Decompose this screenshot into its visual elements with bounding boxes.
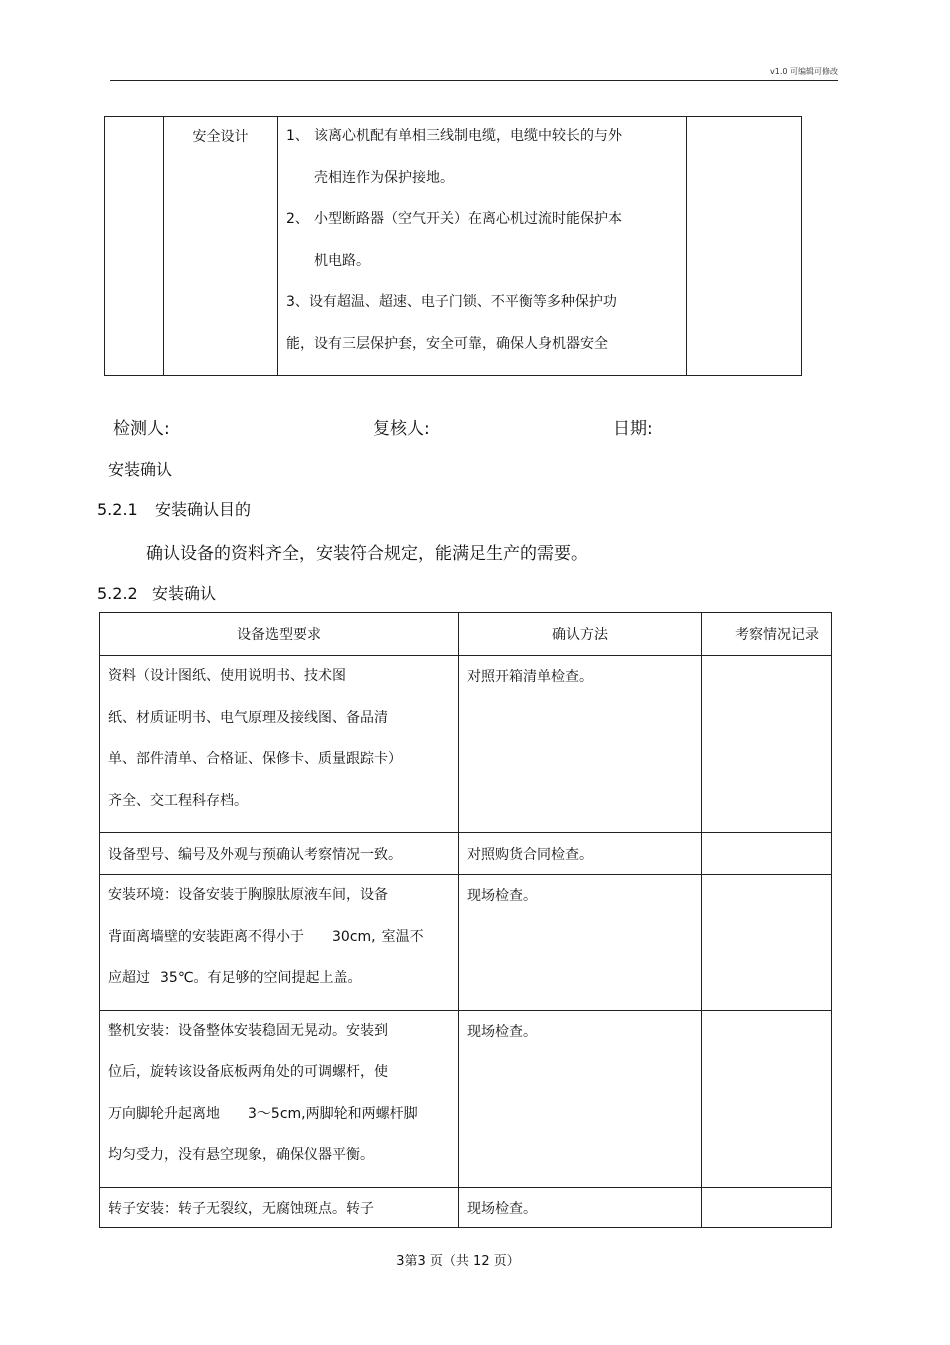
record-cell <box>687 117 802 376</box>
requirement-cell: 设备型号、编号及外观与预确认考察情况一致。 <box>100 833 459 875</box>
requirement-line: 1、 该离心机配有单相三线制电缆，电缆中较长的与外 <box>286 128 622 144</box>
table-row <box>100 1187 832 1227</box>
method-cell: 对照购货合同检查。 <box>459 833 702 875</box>
requirement-line: 能，设有三层保护套，安全可靠，确保人身机器安全 <box>286 335 608 352</box>
date-label: 日期: <box>613 419 653 439</box>
requirement-line: 机电路。 <box>314 252 370 269</box>
installation-table <box>99 612 832 1228</box>
page-footer: 3第3 页（共 12 页） <box>396 1254 520 1269</box>
header-divider <box>110 80 838 81</box>
inspector-label: 检测人: <box>113 419 170 439</box>
table-row <box>100 833 832 875</box>
record-cell <box>702 1010 832 1187</box>
item-label: 安全设计 <box>192 129 249 145</box>
header-record: 考察情况记录 <box>702 613 832 656</box>
method-cell: 对照开箱清单检查。 <box>459 656 702 833</box>
empty-cell <box>105 117 164 376</box>
section-heading-522: 5.2.2 安装确认 <box>97 584 217 603</box>
requirement-cell: 安装环境：设备安装于胸腺肽原液车间，设备 背面离墙壁的安装距离不得小于 30cm, 室温不 应超过 35℃。有足够的空间提起上盖。 <box>100 875 459 1011</box>
record-cell <box>702 833 832 875</box>
requirement-cell <box>278 117 687 376</box>
requirement-cell: 整机安装：设备整体安装稳固无晃动。安装到 位后，旋转该设备底板两角处的可调螺杆，使 万向脚轮升起离地 3～5cm,两脚轮和两螺杆脚 均匀受力，没有悬空现象，确保仪器平衡。 <box>100 1010 459 1187</box>
table-header-row <box>100 613 832 656</box>
safety-design-table <box>104 116 802 376</box>
requirement-cell: 转子安装：转子无裂纹，无腐蚀斑点。转子 <box>100 1187 459 1227</box>
table-row <box>100 1010 832 1187</box>
record-cell <box>702 875 832 1011</box>
method-cell: 现场检查。 <box>459 1187 702 1227</box>
header-method: 确认方法 <box>459 613 702 656</box>
requirement-line: 3、设有超温、超速、电子门锁、不平衡等多种保护功 <box>286 294 617 310</box>
requirement-line: 壳相连作为保护接地。 <box>314 169 454 186</box>
table-row <box>100 656 832 833</box>
reviewer-label: 复核人: <box>373 419 430 439</box>
requirement-line: 2、 小型断路器（空气开关）在离心机过流时能保护本 <box>286 211 622 227</box>
item-cell <box>164 117 278 376</box>
header-requirement: 设备选型要求 <box>100 613 459 656</box>
section-title: 安装确认 <box>108 460 173 479</box>
method-cell: 现场检查。 <box>459 1010 702 1187</box>
section-heading-521: 5.2.1 安装确认目的 <box>97 500 252 519</box>
requirement-cell: 资料（设计图纸、使用说明书、技术图 纸、材质证明书、电气原理及接线图、备品清 单、部件清单、合格证、保修卡、质量跟踪卡） 齐全、交工程科存档。 <box>100 656 459 833</box>
table-row <box>100 875 832 1011</box>
version-label: v1.0 可编辑可修改 <box>770 67 838 76</box>
method-cell: 现场检查。 <box>459 875 702 1011</box>
section-body-521: 确认设备的资料齐全，安装符合规定，能满足生产的需要。 <box>146 544 588 564</box>
record-cell <box>702 1187 832 1227</box>
record-cell <box>702 656 832 833</box>
